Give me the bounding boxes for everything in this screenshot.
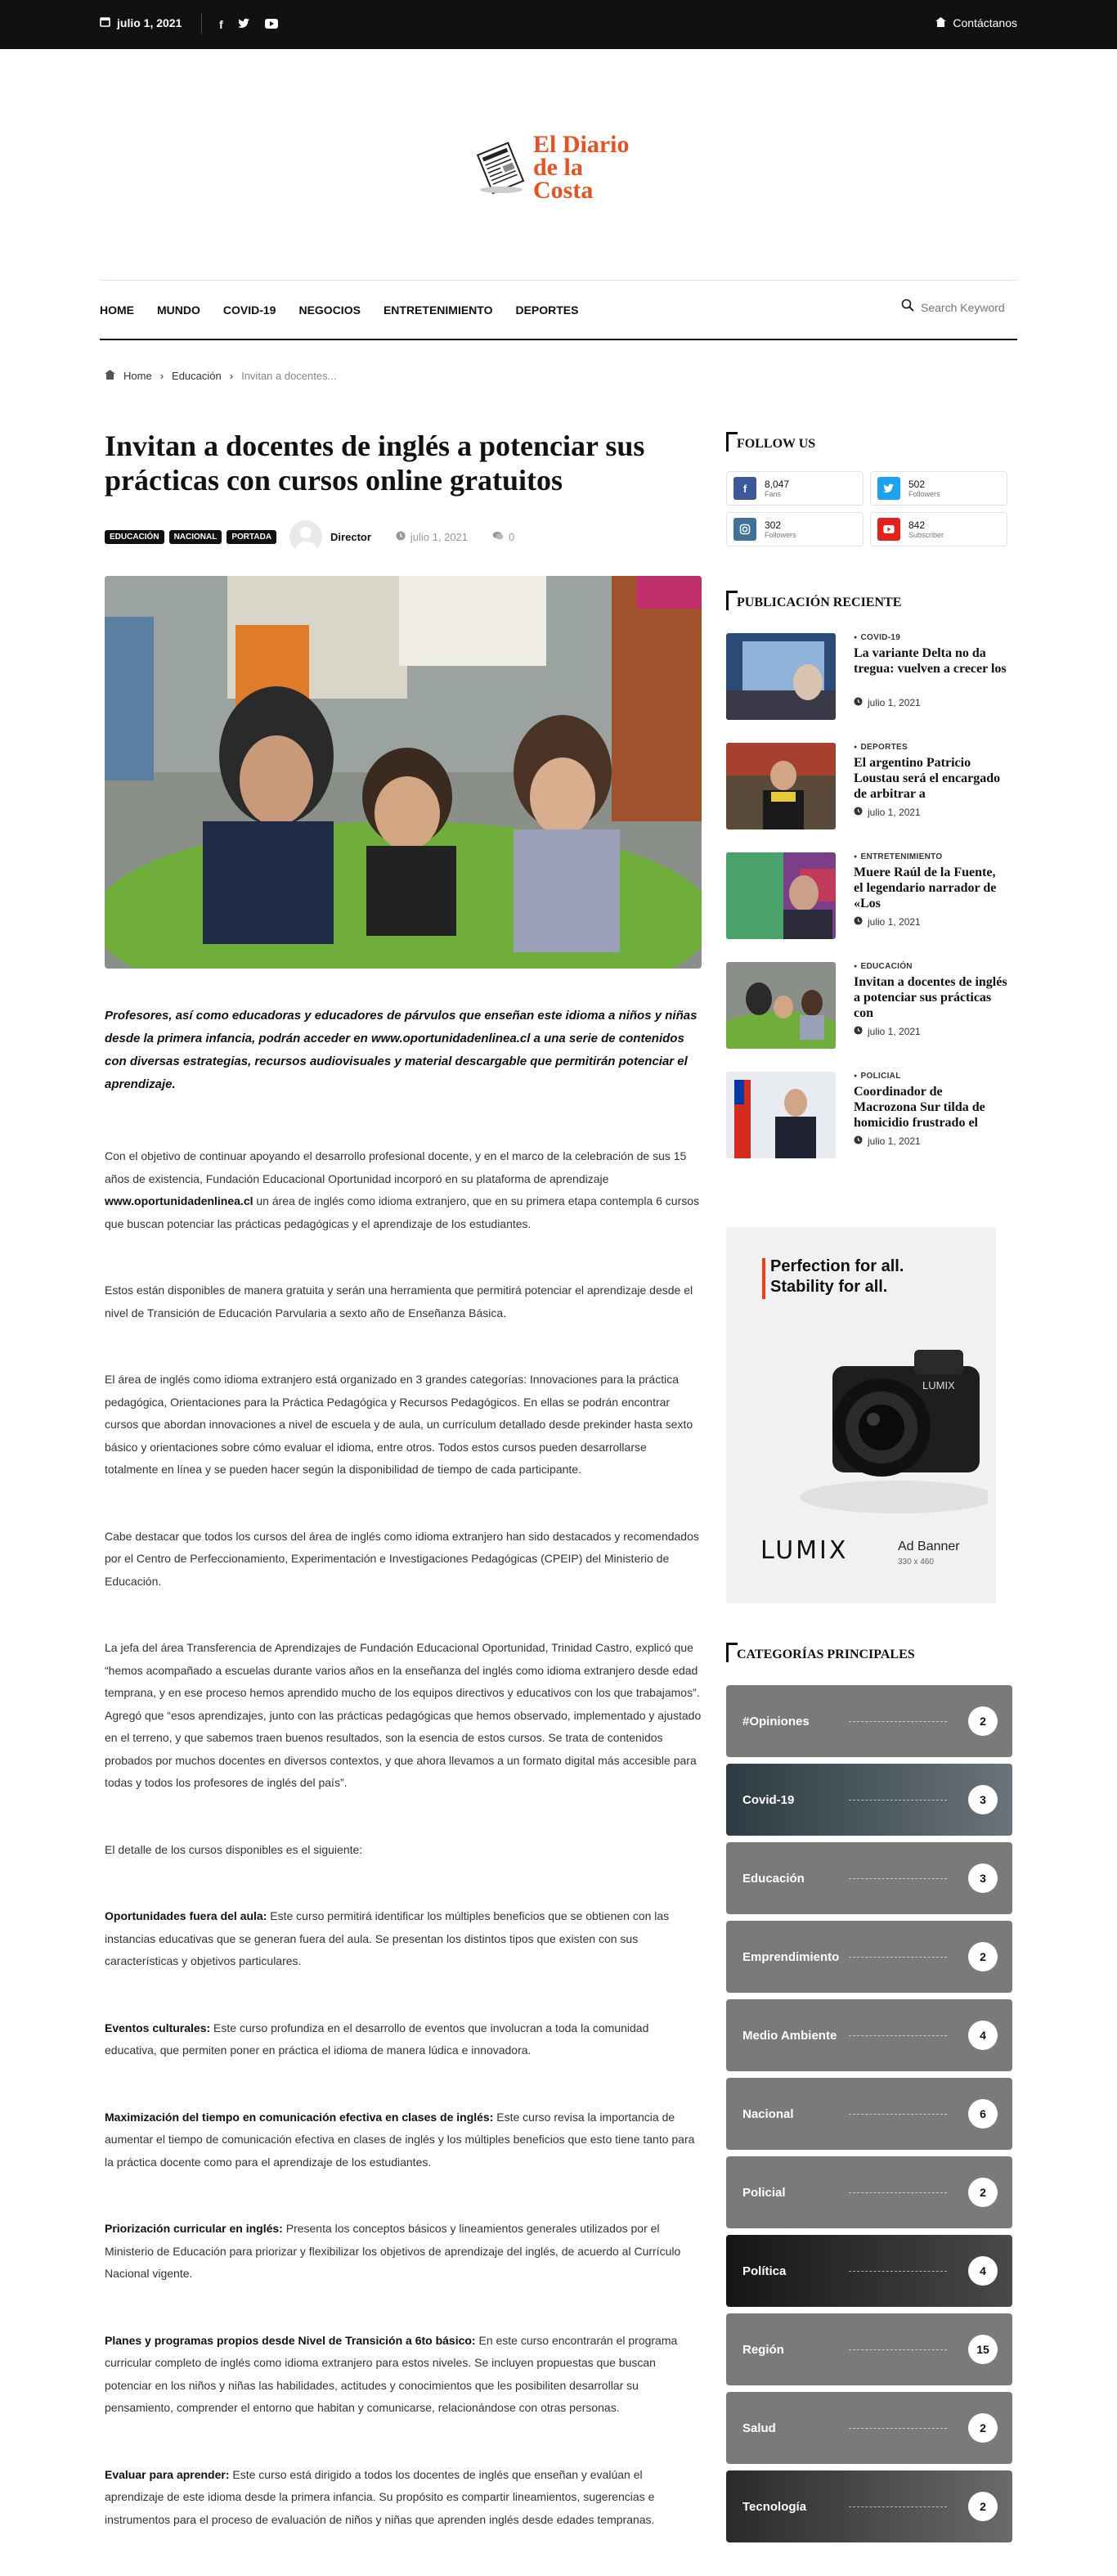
course-title: Priorización curricular en inglés: bbox=[105, 2222, 283, 2235]
calendar-icon bbox=[100, 16, 110, 29]
breadcrumb-current: Invitan a docentes... bbox=[241, 370, 337, 382]
category-item[interactable] bbox=[726, 2156, 1012, 2228]
recent-post[interactable] bbox=[726, 633, 1007, 720]
course-desc: Este curso revisa la importancia de aumentar el tiempo de comunicación efectiva en clases de inglés y los múltiples beneficios que esto tiene tanto para la práctica docente como para el aprendizaje de los estudiantes. bbox=[105, 2110, 695, 2169]
logo-line-2: de la Costa bbox=[533, 154, 594, 204]
category-count: 2 bbox=[968, 1942, 998, 1971]
follow-title: FOLLOW US bbox=[726, 432, 890, 452]
follow-widget bbox=[726, 432, 1007, 546]
comment-count[interactable] bbox=[492, 531, 514, 543]
follow-count: 302 bbox=[765, 519, 782, 531]
post-title[interactable]: La variante Delta no da tregua: vuelven a crecer los bbox=[854, 646, 1007, 676]
category-count: 2 bbox=[968, 1706, 998, 1736]
comments-icon bbox=[492, 531, 504, 543]
post-thumbnail[interactable] bbox=[726, 962, 836, 1049]
clock-icon bbox=[854, 916, 863, 928]
hero-image bbox=[105, 576, 702, 969]
search-icon[interactable] bbox=[901, 299, 914, 316]
youtube-icon bbox=[877, 518, 900, 541]
follow-count: 8,047 bbox=[765, 479, 790, 490]
category-name: Política bbox=[742, 2264, 787, 2278]
nav-menu bbox=[100, 303, 578, 317]
ad-brand: LUMIX bbox=[760, 1536, 849, 1565]
category-item[interactable] bbox=[726, 1842, 1012, 1914]
post-category[interactable]: ● POLICIAL bbox=[854, 1072, 1007, 1081]
breadcrumb-home[interactable]: Home bbox=[123, 370, 152, 382]
post-category[interactable]: ● EDUCACIÓN bbox=[854, 962, 1007, 971]
course-desc: Este curso profundiza en el desarrollo de eventos que involucran a toda la comunidad educativa, que permiten poner en práctica el idioma de manera lúdica e innovadora. bbox=[105, 2021, 649, 2057]
course-desc: Presenta los conceptos básicos y lineamientos generales utilizados por el Ministerio de Educación para priorizar y flexibilizar los objetivos de aprendizaje del inglés, de acuerdo al Currículo Nacional vigente. bbox=[105, 2222, 681, 2280]
clock-icon bbox=[854, 1026, 863, 1037]
newspaper-icon bbox=[473, 139, 530, 196]
course-title: Maximización del tiempo en comunicación efectiva en clases de inglés: bbox=[105, 2110, 494, 2124]
category-item[interactable] bbox=[726, 2392, 1012, 2464]
twitter-icon[interactable] bbox=[238, 18, 250, 31]
facebook-icon[interactable]: f bbox=[219, 18, 223, 31]
nav-item-home[interactable]: HOME bbox=[100, 303, 134, 317]
chevron-right-icon: › bbox=[159, 370, 164, 382]
course-desc: En este curso encontrarán el programa curricular completo de inglés como idioma extranjero para estos niveles. Se incluyen propuestas que buscan potenciar en los niños y niñas las habilidades, actitudes y conocimientos que les posibiliten desarrollar su pensamiento, comprender el entorno que habitan y comunicarse, relacionándose con otras personas. bbox=[105, 2333, 678, 2414]
nav-item-mundo[interactable]: MUNDO bbox=[157, 303, 200, 317]
recent-post[interactable] bbox=[726, 852, 1007, 939]
category-item[interactable] bbox=[726, 1764, 1012, 1836]
divider bbox=[849, 1721, 947, 1722]
recent-title: PUBLICACIÓN RECIENTE bbox=[726, 591, 922, 610]
nav-item-negocios[interactable]: NEGOCIOS bbox=[298, 303, 361, 317]
category-item[interactable] bbox=[726, 2235, 1012, 2307]
category-list bbox=[726, 1685, 1007, 2542]
nav-item-entretenimiento[interactable]: ENTRETENIMIENTO bbox=[383, 303, 493, 317]
ad-accent-bar bbox=[762, 1258, 765, 1299]
category-name: Medio Ambiente bbox=[742, 2028, 837, 2043]
clock-icon bbox=[854, 807, 863, 818]
category-count: 4 bbox=[968, 2256, 998, 2286]
category-count: 3 bbox=[968, 1785, 998, 1814]
divider bbox=[849, 1878, 947, 1879]
post-thumbnail[interactable] bbox=[726, 852, 836, 939]
category-name: Tecnología bbox=[742, 2499, 807, 2514]
social-links bbox=[219, 18, 278, 31]
twitter-icon bbox=[877, 477, 900, 500]
ad-size: 330 x 460 bbox=[898, 1558, 934, 1567]
category-count: 4 bbox=[968, 2021, 998, 2050]
course-title: Planes y programas propios desde Nivel de Transición a 6to básico: bbox=[105, 2333, 476, 2347]
nav-item-covid[interactable]: COVID-19 bbox=[222, 303, 276, 317]
post-date bbox=[854, 1026, 1007, 1037]
post-date bbox=[854, 807, 1007, 818]
paragraph-text: Con el objetivo de continuar apoyando el desarrollo profesional docente, y en el marco de la celebración de sus 15 años de existencia, Fundación Educacional Oportunidad incorporó en su plataforma de aprendizaje bbox=[105, 1149, 687, 1185]
main-nav bbox=[100, 280, 1017, 340]
home-icon bbox=[935, 16, 946, 29]
course-desc: Este curso permitirá identificar los múltiples beneficios que se obtienen con las instancias educativas que se generan fuera del aula. Se presentan los distintos tipos que existen con sus características y objetivos particulares. bbox=[105, 1909, 670, 1967]
follow-count: 502 bbox=[908, 479, 926, 490]
course-item bbox=[105, 1905, 702, 1973]
post-category[interactable]: ● DEPORTES bbox=[854, 743, 1007, 752]
youtube-icon[interactable] bbox=[265, 18, 278, 31]
course-item bbox=[105, 2017, 702, 2062]
follow-grid bbox=[726, 471, 1007, 546]
course-title: Oportunidades fuera del aula: bbox=[105, 1909, 267, 1922]
category-name: Salud bbox=[742, 2421, 776, 2435]
article-paragraph: El detalle de los cursos disponibles es el siguiente: bbox=[105, 1842, 363, 1856]
post-title[interactable]: Invitan a docentes de inglés a potenciar sus prácticas con bbox=[854, 975, 1007, 1020]
category-name: Nacional bbox=[742, 2106, 794, 2121]
categories-widget bbox=[726, 1643, 1007, 2549]
category-count: 3 bbox=[968, 1863, 998, 1893]
divider bbox=[849, 1800, 947, 1801]
category-count: 15 bbox=[968, 2335, 998, 2364]
post-date bbox=[396, 531, 468, 543]
divider bbox=[849, 2035, 947, 2036]
post-title[interactable]: Muere Raúl de la Fuente, el legendario narrador de «Los bbox=[854, 865, 997, 910]
article-paragraph: Cabe destacar que todos los cursos del área de inglés como idioma extranjero han sido destacados y recomendados por el Centro de Perfeccionamiento, Experimentación e Investigaciones Pedagógicas (CPEIP) del Ministerio de Educación. bbox=[105, 1529, 699, 1588]
category-count: 2 bbox=[968, 2413, 998, 2443]
instagram-icon bbox=[733, 518, 756, 541]
follow-label: Followers bbox=[765, 531, 796, 539]
camera-image bbox=[792, 1333, 988, 1522]
top-bar bbox=[0, 0, 1117, 49]
category-name: #Opiniones bbox=[742, 1714, 810, 1729]
divider bbox=[201, 13, 202, 34]
divider bbox=[849, 2192, 947, 2193]
category-item[interactable] bbox=[726, 2313, 1012, 2385]
ad-tagline-2: Stability for all. bbox=[770, 1278, 888, 1296]
logo-text bbox=[533, 133, 644, 202]
divider bbox=[849, 1957, 947, 1958]
clock-icon bbox=[854, 697, 863, 708]
course-item bbox=[105, 2464, 702, 2532]
category-name: Educación bbox=[742, 1871, 805, 1886]
post-date-text: julio 1, 2021 bbox=[410, 530, 469, 543]
category-item[interactable] bbox=[726, 1921, 1012, 1993]
category-item[interactable] bbox=[726, 2470, 1012, 2542]
camera-brand-text: LUMIX bbox=[922, 1379, 955, 1391]
category-name: Covid-19 bbox=[742, 1792, 795, 1807]
divider bbox=[849, 2271, 947, 2272]
logo-line-1: El Diario bbox=[533, 131, 630, 158]
author-name[interactable]: Director bbox=[330, 530, 371, 543]
clock-icon bbox=[854, 1135, 863, 1147]
post-title[interactable]: El argentino Patricio Loustau será el encargado de arbitrar a bbox=[854, 756, 1001, 801]
contact-label: Contáctanos bbox=[953, 16, 1017, 29]
breadcrumb-section[interactable]: Educación bbox=[172, 370, 222, 382]
article-paragraph bbox=[105, 1145, 702, 1235]
article-lead: Profesores, así como educadoras y educadores de párvulos que enseñan este idioma a niños y niñas desde la primera infancia, podrán acceder en www.oportunidadenlinea.cl a una serie de contenidos con diversas estrategias, recursos audiovisuales y material descargable que permitirán potenciar el aprendizaje. bbox=[105, 1009, 698, 1091]
category-name: Policial bbox=[742, 2185, 786, 2200]
category-item[interactable] bbox=[726, 2078, 1012, 2150]
search-input[interactable] bbox=[919, 300, 1017, 315]
site-logo[interactable] bbox=[473, 131, 644, 205]
category-name: Emprendimiento bbox=[742, 1949, 840, 1964]
categories-title: CATEGORÍAS PRINCIPALES bbox=[726, 1643, 931, 1662]
article-meta bbox=[105, 520, 707, 553]
header-date-text: julio 1, 2021 bbox=[117, 16, 182, 29]
recent-posts-widget bbox=[726, 591, 1007, 1181]
post-category[interactable]: ● ENTRETENIMIENTO bbox=[854, 852, 1007, 861]
category-count: 6 bbox=[968, 2099, 998, 2129]
post-date-text: julio 1, 2021 bbox=[868, 916, 921, 928]
recent-list bbox=[726, 633, 1007, 1158]
course-title: Eventos culturales: bbox=[105, 2021, 211, 2034]
article-body bbox=[105, 1005, 702, 2575]
post-thumbnail[interactable] bbox=[726, 633, 836, 720]
category-item[interactable] bbox=[726, 1685, 1012, 1757]
course-title: Evaluar para aprender: bbox=[105, 2467, 230, 2481]
youtube-follow[interactable] bbox=[870, 512, 1007, 546]
post-thumbnail[interactable] bbox=[726, 1072, 836, 1158]
follow-label: Subscriber bbox=[908, 531, 944, 539]
breadcrumb bbox=[105, 370, 336, 382]
twitter-follow[interactable] bbox=[870, 471, 1007, 506]
nav-item-deportes[interactable]: DEPORTES bbox=[515, 303, 579, 317]
post-title[interactable]: Coordinador de Macrozona Sur tilda de homicidio frustrado el bbox=[854, 1085, 985, 1130]
course-item bbox=[105, 2330, 702, 2420]
follow-label: Fans bbox=[765, 490, 782, 498]
ad-banner[interactable] bbox=[726, 1227, 996, 1603]
course-desc: Este curso está dirigido a todos los docentes de inglés que enseñan y evalúan el aprendizaje de este idioma desde la primera infancia. Su propósito es compartir lineamientos, sugerencias e instrumentos para el proceso de evaluación de niños y niñas que aprenden inglés desde edades tempranas. bbox=[105, 2467, 655, 2526]
header-date bbox=[100, 16, 182, 29]
ad-label: Ad Banner bbox=[898, 1540, 960, 1553]
divider bbox=[849, 2114, 947, 2115]
badge-portada[interactable]: PORTADA bbox=[227, 530, 276, 544]
ad-tagline bbox=[770, 1257, 904, 1297]
category-name: Región bbox=[742, 2342, 784, 2357]
badge-nacional[interactable]: NACIONAL bbox=[169, 530, 222, 544]
article-paragraph: Estos están disponibles de manera gratuita y serán una herramienta que permitirá potenciar el aprendizaje desde el nivel de Transición de Educación Parvularia a sexto año de Enseñanza Básica. bbox=[105, 1284, 693, 1319]
ad-banner-widget bbox=[726, 1227, 1007, 1603]
contact-link[interactable] bbox=[935, 16, 1017, 29]
instagram-follow[interactable] bbox=[726, 512, 864, 546]
course-item bbox=[105, 2106, 702, 2174]
article-paragraph: El área de inglés como idioma extranjero está organizado en 3 grandes categorías: Innovaciones para la práctica pedagógica, Orientaciones para la Práctica Pedagógica y Recursos Pedagógicos. En ellas se podrán encontrar cursos que abordan innovaciones a nivel de escuela y de aula, un currículum detallado desde prekinder hasta sexto básico y orientaciones sobre cómo evaluar el idioma, entre otros. Todos estos cursos pueden desarrollarse totalmente en línea y se pueden hacer según la disponibilidad de tiempo de cada participante. bbox=[105, 1373, 693, 1476]
ad-tagline-1: Perfection for all. bbox=[770, 1257, 904, 1275]
author-avatar[interactable] bbox=[289, 520, 322, 553]
article-paragraph: La jefa del área Transferencia de Aprendizajes de Fundación Educacional Oportunidad, Trinidad Castro, explicó que “hemos acompañado a escuelas durante varios años en la enseñanza del inglés como idioma extranjero desde edad temprana, y en ese proceso hemos aprendido mucho de los equipos directivos y educativos con los que trabajamos”. Agregó que “esos aprendizajes, junto con las prácticas pedagógicas que hemos observado, implementado y ajustado en el terreno, y que sabemos traen buenos resultados, son la esencia de estos cursos. Se trata de contenidos probados por muchos docentes en diversos contextos, y que ahora llevamos a un formato digital más accesible para todas y todos los profesores de inglés del país”. bbox=[105, 1641, 702, 1789]
divider bbox=[849, 2506, 947, 2507]
facebook-follow[interactable] bbox=[726, 471, 864, 506]
recent-post[interactable] bbox=[726, 1072, 1007, 1158]
post-thumbnail[interactable] bbox=[726, 743, 836, 829]
recent-post[interactable] bbox=[726, 962, 1007, 1049]
paragraph-text: un área de inglés como idioma extranjero, que en su primera etapa contempla 6 cursos que buscan potenciar las prácticas pedagógicas y el aprendizaje de los estudiantes. bbox=[105, 1194, 700, 1230]
category-item[interactable] bbox=[726, 1999, 1012, 2071]
post-date-text: julio 1, 2021 bbox=[868, 1026, 921, 1037]
post-category[interactable]: ● COVID-19 bbox=[854, 633, 1007, 642]
article-title: Invitan a docentes de inglés a potenciar sus prácticas con cursos online gratuitos bbox=[105, 429, 645, 497]
post-date bbox=[854, 697, 1007, 708]
comment-count-text: 0 bbox=[509, 530, 515, 543]
home-icon bbox=[105, 370, 115, 382]
recent-post[interactable] bbox=[726, 743, 1007, 829]
site-link[interactable]: www.oportunidadenlinea.cl bbox=[105, 1194, 253, 1207]
divider bbox=[849, 2349, 947, 2350]
facebook-icon: f bbox=[733, 477, 756, 500]
post-date-text: julio 1, 2021 bbox=[868, 807, 921, 818]
follow-count: 842 bbox=[908, 519, 926, 531]
category-count: 2 bbox=[968, 2492, 998, 2521]
search-box bbox=[901, 299, 1017, 316]
clock-icon bbox=[396, 531, 406, 543]
course-item bbox=[105, 2218, 702, 2286]
divider bbox=[849, 2428, 947, 2429]
post-date bbox=[854, 916, 1007, 928]
category-count: 2 bbox=[968, 2178, 998, 2207]
badge-educacion[interactable]: EDUCACIÓN bbox=[105, 530, 164, 544]
chevron-right-icon: › bbox=[229, 370, 234, 382]
post-date-text: julio 1, 2021 bbox=[868, 1135, 921, 1147]
follow-label: Followers bbox=[908, 490, 940, 498]
post-date-text: julio 1, 2021 bbox=[868, 697, 921, 708]
post-date bbox=[854, 1135, 1007, 1147]
